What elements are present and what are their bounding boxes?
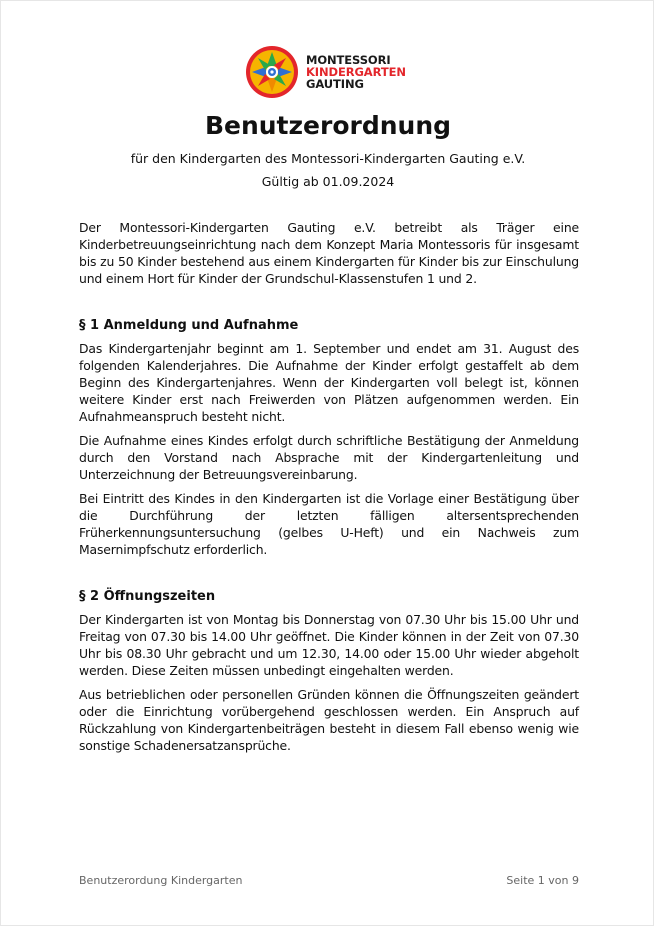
section-heading: § 1 Anmeldung und Aufnahme (79, 318, 299, 333)
logo-line-gauting: GAUTING (306, 77, 364, 91)
section-oeffnungszeiten (79, 588, 579, 754)
section-paragraph: Aus betrieblichen oder personellen Gründen können die Öffnungszeiten geändert oder die Einrichtung vorübergehend geschlossen werden. Ein Anspruch auf Rückzahlung von Kindergartenbeiträgen besteht in diesem Fall ebenso wenig wie sonstige Schadenersatzansprüche. (79, 687, 579, 753)
document-body (79, 219, 579, 761)
logo-line-montessori: MONTESSORI (306, 53, 391, 67)
logo-line-kindergarten: KINDERGARTEN (306, 65, 406, 79)
page-footer (79, 874, 579, 887)
valid-from-date: Gültig ab 01.09.2024 (261, 174, 395, 189)
footer-document-name: Benutzerordung Kindergarten (79, 874, 243, 887)
intro-paragraph: Der Montessori-Kindergarten Gauting e.V. betreibt als Träger eine Kinderbetreuungseinrichtung nach dem Konzept Maria Montessoris für insgesamt bis zu 50 Kinder bestehend aus einem Kindergarten für Kinder bis zur Einschulung und einem Hort für Kinder der Grundschul-Klassenstufen 1 und 2. (79, 220, 579, 286)
section-heading: § 2 Öffnungszeiten (79, 589, 216, 604)
document-subtitle: für den Kindergarten des Montessori-Kindergarten Gauting e.V. (130, 151, 526, 166)
section-paragraph: Die Aufnahme eines Kindes erfolgt durch schriftliche Bestätigung der Anmeldung durch den Vorstand nach Absprache mit der Kindergartenleitung und Unterzeichnung der Betreuungsvereinbarung. (79, 433, 579, 482)
montessori-sun-logo-icon (244, 44, 300, 100)
kindergarten-logo (244, 44, 406, 100)
section-paragraph: Das Kindergartenjahr beginnt am 1. September und endet am 31. August des folgenden Kalenderjahres. Die Aufnahme der Kinder erfolgt gestaffelt ab dem Beginn des Kindergartenjahres. Wenn der Kindergarten voll belegt ist, können weitere Kinder erst nach Freiwerden von Plätzen aufgenommen werden. Ein Aufnahmeanspruch besteht nicht. (79, 341, 579, 424)
section-anmeldung (79, 317, 579, 558)
document-title: Benutzerordnung (204, 111, 452, 140)
footer-page-number: Seite 1 von 9 (506, 874, 579, 887)
section-paragraph: Der Kindergarten ist von Montag bis Donnerstag von 07.30 Uhr bis 15.00 Uhr und Freitag von 07.30 bis 14.00 Uhr geöffnet. Die Kinder können in der Zeit von 07.30 Uhr bis 08.30 Uhr gebracht und um 12.30, 14.00 oder 15.00 Uhr wieder abgeholt werden. Diese Zeiten müssen unbedingt eingehalten werden. (79, 612, 579, 678)
logo-wordmark (306, 54, 406, 90)
section-paragraph: Bei Eintritt des Kindes in den Kindergarten ist die Vorlage einer Bestätigung über die Durchführung der letzten fälligen altersentsprechenden Früherkennungsuntersuchung (gelbes U-Heft) und ein Nachweis zum Masernimpfschutz erforderlich. (79, 491, 579, 557)
